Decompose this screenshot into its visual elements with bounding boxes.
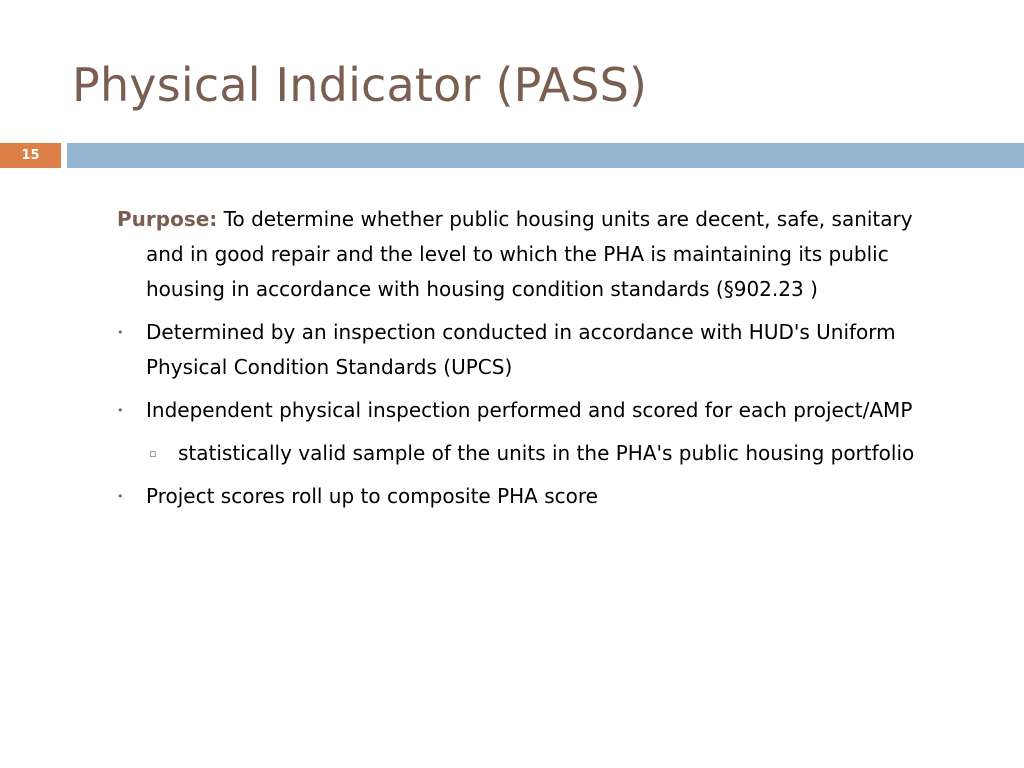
slide-number: 15 bbox=[21, 148, 40, 163]
sub-bullet-text: statistically valid sample of the units in the PHA's public housing portfolio bbox=[178, 441, 915, 465]
purpose-label: Purpose: bbox=[117, 207, 218, 231]
slide-body bbox=[117, 202, 917, 522]
slide-number-badge bbox=[0, 143, 61, 168]
bullet-text: Project scores roll up to composite PHA score bbox=[146, 484, 598, 508]
bullet-item bbox=[117, 479, 917, 514]
sub-bullet-icon: ▫ bbox=[149, 447, 157, 460]
purpose-paragraph bbox=[117, 202, 917, 307]
bullet-icon: • bbox=[117, 490, 124, 503]
purpose-text: To determine whether public housing units are decent, safe, sanitary and in good repair and the level to which the PHA is maintaining its public housing in accordance with housing condition standards (§902.23 ) bbox=[146, 207, 913, 301]
sub-bullet-item bbox=[117, 436, 917, 471]
bullet-text: Independent physical inspection performed and scored for each project/AMP bbox=[146, 398, 913, 422]
slide-title: Physical Indicator (PASS) bbox=[72, 58, 648, 112]
bullet-item bbox=[117, 315, 917, 385]
bullet-icon: • bbox=[117, 326, 124, 339]
bullet-text: Determined by an inspection conducted in accordance with HUD's Uniform Physical Condition Standards (UPCS) bbox=[146, 320, 896, 379]
bullet-item bbox=[117, 393, 917, 428]
header-divider-bar bbox=[67, 143, 1024, 168]
bullet-icon: • bbox=[117, 404, 124, 417]
